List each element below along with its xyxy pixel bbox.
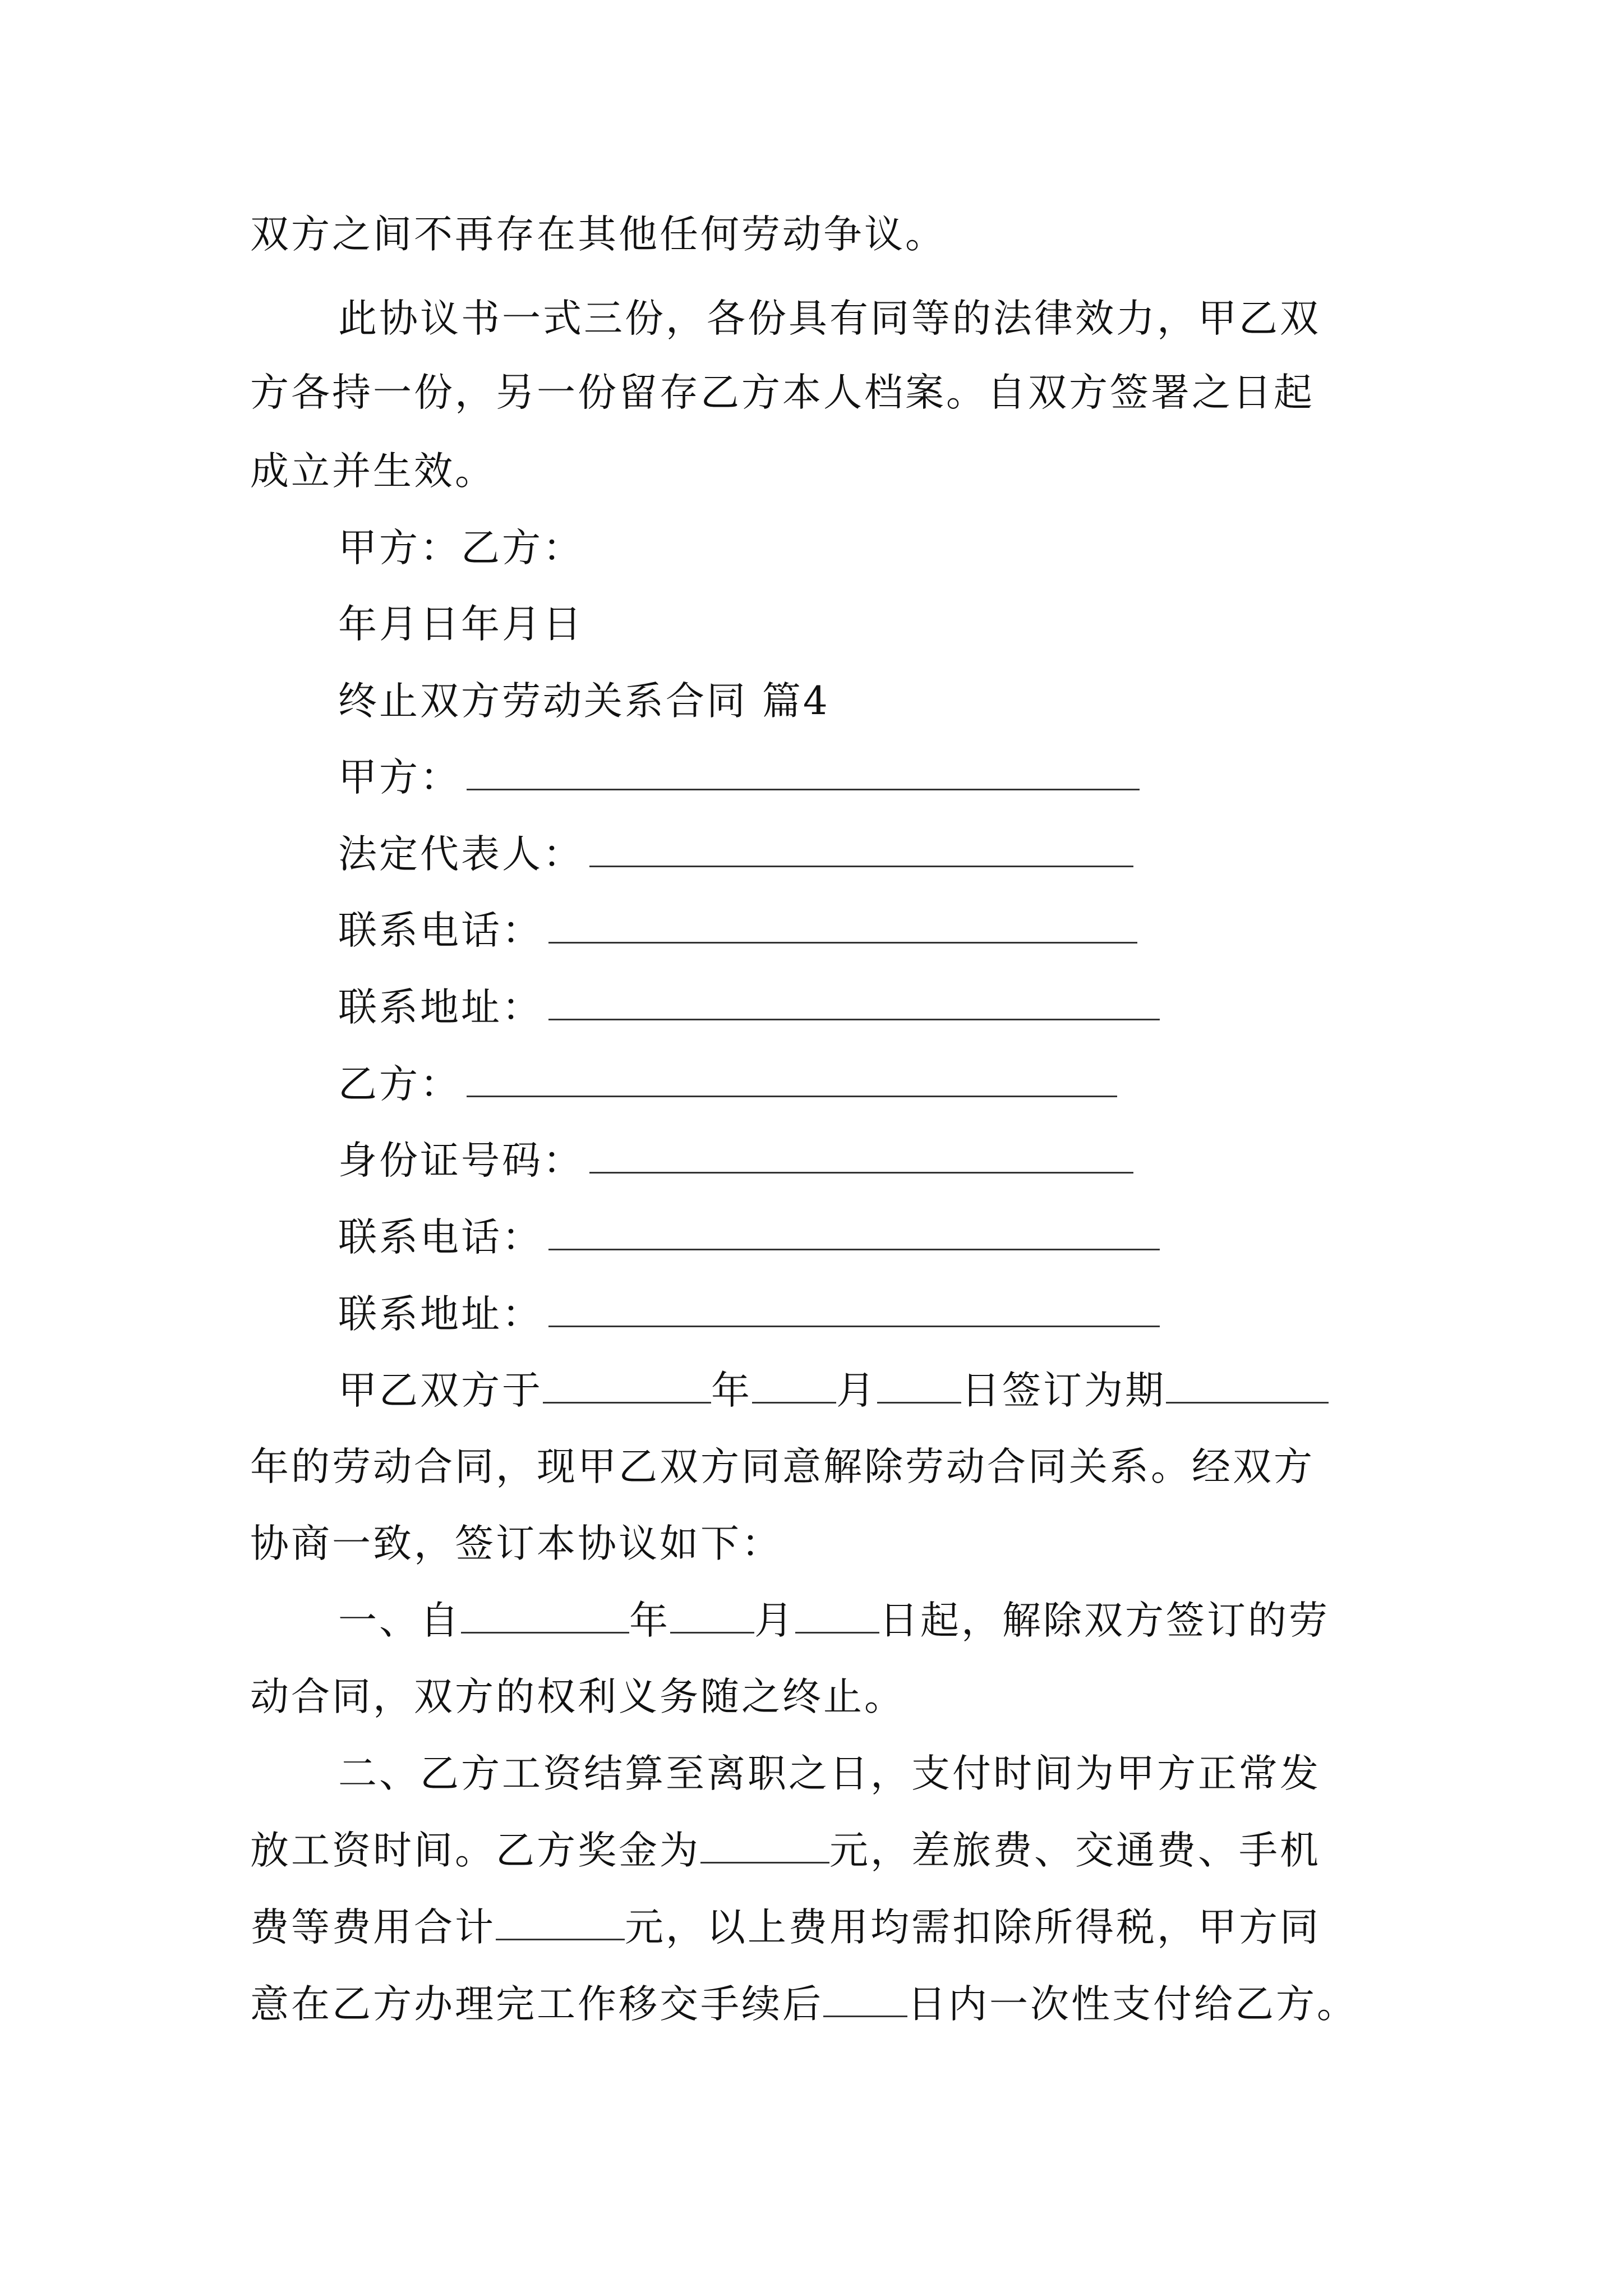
fill-blank[interactable] xyxy=(543,1365,711,1404)
clause-2-line-2 xyxy=(250,1825,1321,1875)
fill-blank[interactable] xyxy=(700,1825,829,1864)
text-fragment: 一、自 xyxy=(338,1598,461,1643)
field-row-phone-a xyxy=(338,905,1137,955)
field-row-id-number xyxy=(338,1135,1133,1185)
fill-blank[interactable] xyxy=(589,829,1133,867)
text-line: 协商一致，签订本协议如下： xyxy=(250,1521,782,1566)
text-fragment: 日起，解除双方签订的劳 xyxy=(879,1598,1330,1643)
text-line: 双方之间不再存在其他任何劳动争议。 xyxy=(250,212,946,257)
text-fragment: 费等费用合计 xyxy=(250,1905,496,1950)
fill-blank[interactable] xyxy=(589,1135,1133,1174)
text-line: 年的劳动合同，现甲乙双方同意解除劳动合同关系。经双方 xyxy=(250,1444,1315,1489)
clause-1-line xyxy=(338,1595,1330,1645)
field-row-party-b xyxy=(338,1059,1117,1109)
fill-blank[interactable] xyxy=(877,1365,961,1404)
field-row-phone-b xyxy=(338,1212,1160,1262)
field-label: 联系电话： xyxy=(338,908,543,953)
field-label: 法定代表人： xyxy=(338,832,584,877)
fill-blank[interactable] xyxy=(496,1902,625,1940)
text-fragment: 年 xyxy=(711,1368,752,1413)
fill-blank[interactable] xyxy=(548,1212,1160,1250)
text-fragment: 元，以上费用均需扣除所得税，甲方同 xyxy=(625,1905,1321,1950)
text-fragment: 月 xyxy=(836,1368,877,1413)
fill-blank[interactable] xyxy=(548,982,1160,1020)
section-title: 终止双方劳动关系合同 篇4 xyxy=(338,679,830,724)
fill-blank[interactable] xyxy=(823,1978,907,2017)
fill-blank[interactable] xyxy=(548,1289,1160,1327)
text-fragment: 日签订为期 xyxy=(961,1368,1166,1413)
field-label: 身份证号码： xyxy=(338,1138,584,1183)
field-label: 联系地址： xyxy=(338,1292,543,1337)
fill-blank[interactable] xyxy=(670,1595,754,1634)
text-fragment: 甲乙双方于 xyxy=(338,1368,543,1413)
field-label: 甲方： xyxy=(338,755,461,800)
clause-2-line: 二、乙方工资结算至离职之日，支付时间为甲方正常发 xyxy=(338,1751,1321,1796)
text-fragment: 放工资时间。乙方奖金为 xyxy=(250,1828,700,1873)
field-row-address-a xyxy=(338,982,1160,1032)
signature-parties-line: 甲方：乙方： xyxy=(338,526,584,570)
field-row-party-a xyxy=(338,752,1140,802)
fill-blank[interactable] xyxy=(461,1595,629,1634)
text-line: 方各持一份，另一份留存乙方本人档案。自双方签署之日起 xyxy=(250,370,1315,415)
paragraph-intro-line xyxy=(338,1365,1329,1415)
fill-blank[interactable] xyxy=(795,1595,879,1634)
field-label: 联系地址： xyxy=(338,985,543,1030)
signature-date-line: 年月日年月日 xyxy=(338,602,584,647)
field-label: 联系电话： xyxy=(338,1215,543,1260)
fill-blank[interactable] xyxy=(467,1059,1117,1097)
text-fragment: 日内一次性支付给乙方。 xyxy=(907,1982,1358,2027)
fill-blank[interactable] xyxy=(1166,1365,1329,1404)
field-row-legal-rep xyxy=(338,829,1133,879)
text-fragment: 年 xyxy=(629,1598,670,1643)
field-label: 乙方： xyxy=(338,1062,461,1107)
fill-blank[interactable] xyxy=(752,1365,836,1404)
text-fragment: 元，差旅费、交通费、手机 xyxy=(829,1828,1321,1873)
text-fragment: 月 xyxy=(754,1598,795,1643)
text-fragment: 意在乙方办理完工作移交手续后 xyxy=(250,1982,823,2027)
clause-2-line-3 xyxy=(250,1902,1321,1952)
fill-blank[interactable] xyxy=(467,752,1140,790)
clause-2-line-4 xyxy=(250,1978,1358,2029)
text-line: 成立并生效。 xyxy=(250,449,496,494)
fill-blank[interactable] xyxy=(548,905,1137,944)
field-row-address-b xyxy=(338,1289,1160,1339)
text-line: 此协议书一式三份，各份具有同等的法律效力，甲乙双 xyxy=(338,296,1321,341)
text-line: 动合同，双方的权利义务随之终止。 xyxy=(250,1674,905,1719)
